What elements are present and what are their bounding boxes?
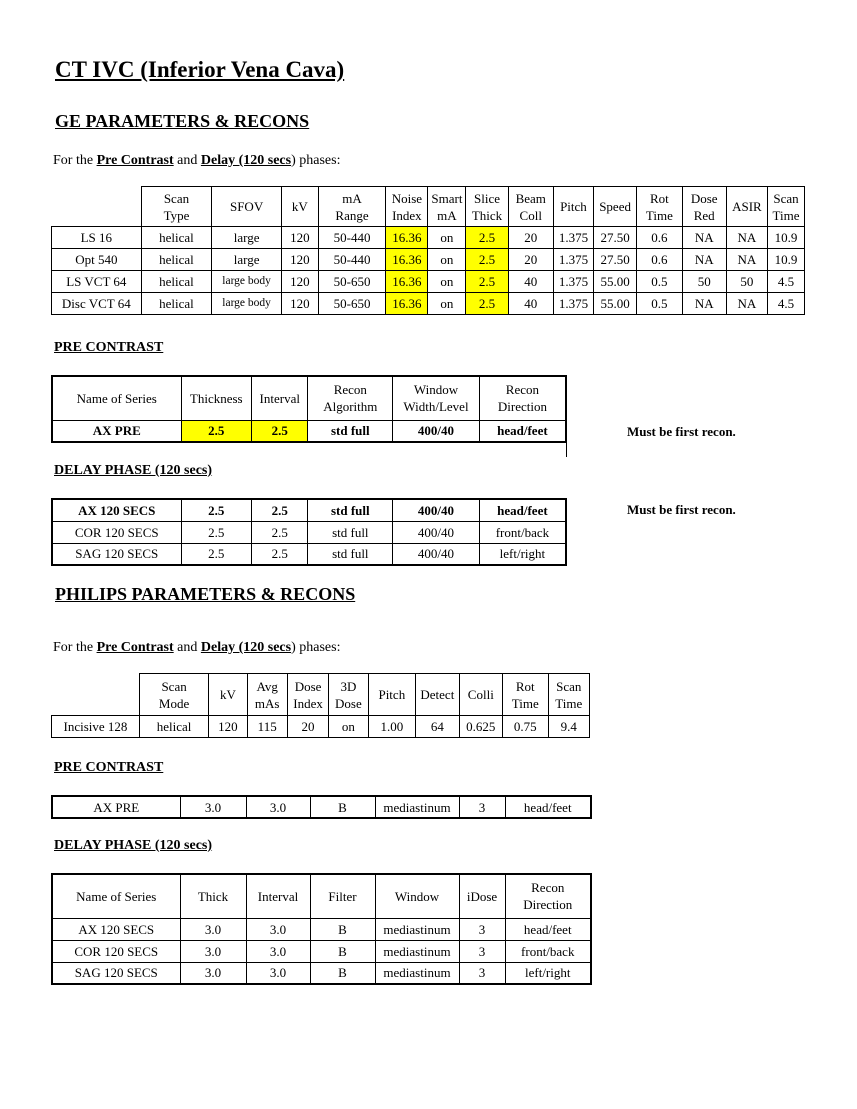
table-cell: B [310,918,375,940]
philips-params-header-cell: Scan Time [548,674,589,716]
interval-cell: 2.5 [252,420,308,442]
series-name-cell: AX 120 SECS [52,499,181,521]
philips-pre-contrast-heading: PRE CONTRAST [54,760,164,775]
table-cell: 3 [459,940,505,962]
table-row [52,796,591,818]
table-cell: 4.5 [767,271,804,293]
ge-recon-header-row [52,376,566,420]
table-row [52,962,591,984]
table-cell: mediastinum [375,962,459,984]
table-cell: 10.9 [767,227,804,249]
table-cell: 50 [682,271,726,293]
table-cell: 10.9 [767,249,804,271]
table-cell: 3.0 [180,796,246,818]
page-title: CT IVC (Inferior Vena Cava) [55,57,345,82]
table-row [52,716,590,738]
table-cell: 3 [459,962,505,984]
table-cell: 3.0 [246,918,310,940]
table-cell: 40 [508,271,553,293]
table-row [52,543,566,565]
table-cell: 1.375 [553,293,593,315]
philips-delay-header-cell: Window [375,874,459,918]
philips-params-header-cell: Rot Time [503,674,549,716]
philips-heading: PHILIPS PARAMETERS & RECONS [55,584,356,604]
table-cell: mediastinum [375,918,459,940]
table-cell: B [310,962,375,984]
table-cell: std full [308,543,393,565]
table-cell: 64 [416,716,459,738]
table-cell: 50-650 [318,293,385,315]
ge-recon-header-cell: Window Width/Level [393,376,480,420]
ge-params-header-row [52,187,805,227]
series-name-cell: SAG 120 SECS [52,962,180,984]
table-cell: 3 [459,796,505,818]
ge-recon-header-cell: Recon Algorithm [308,376,393,420]
philips-params-header-cell: Avg mAs [247,674,287,716]
table-cell: std full [308,420,393,442]
ge-recon-header-cell: Interval [252,376,308,420]
table-cell: 55.00 [593,271,636,293]
philips-params-header-cell: Dose Index [287,674,328,716]
table-cell: 120 [209,716,247,738]
ge-params-header-cell: Dose Red [682,187,726,227]
philips-delay-header-cell: Filter [310,874,375,918]
table-row [52,227,805,249]
philips-delay-header-cell: Interval [246,874,310,918]
table-cell: on [428,227,466,249]
table-cell: 3.0 [180,962,246,984]
scanner-name-cell: LS VCT 64 [52,271,142,293]
scanner-name-cell: LS 16 [52,227,142,249]
table-cell: 0.625 [459,716,502,738]
table-cell: 50-440 [318,249,385,271]
table-cell: 400/40 [393,420,480,442]
table-cell: large [212,227,282,249]
table-cell: 4.5 [767,293,804,315]
table-cell: 2.5 [252,521,308,543]
table-cell: 1.375 [553,271,593,293]
table-cell: helical [141,293,212,315]
series-name-cell: COR 120 SECS [52,521,181,543]
ge-recon-header-cell: Name of Series [52,376,181,420]
table-cell: 3.0 [246,796,310,818]
table-cell: 120 [281,293,318,315]
table-cell: helical [141,227,212,249]
table-cell: NA [726,293,767,315]
table-cell: helical [141,249,212,271]
ge-params-header-cell: Smart mA [428,187,466,227]
ge-delay-note: Must be first recon. [627,502,736,517]
noise-index-cell: 16.36 [386,249,428,271]
table-cell: std full [308,521,393,543]
ge-recon-header-cell: Thickness [181,376,252,420]
philips-delay-header-row [52,874,591,918]
table-edge-line [566,443,567,457]
table-cell: large [212,249,282,271]
table-cell: NA [682,293,726,315]
table-cell: 120 [281,227,318,249]
ge-recon-header-cell: Recon Direction [479,376,566,420]
series-name-cell: AX PRE [52,796,180,818]
ge-heading: GE PARAMETERS & RECONS [55,111,310,131]
table-cell: 3 [459,918,505,940]
philips-delay-header-cell: Recon Direction [505,874,591,918]
slice-thick-cell: 2.5 [466,249,508,271]
table-cell: on [428,271,466,293]
ge-params-header-cell: kV [281,187,318,227]
table-cell: head/feet [479,499,566,521]
table-cell: helical [139,716,208,738]
ge-intro: For the Pre Contrast and Delay (120 secs) phases: [53,153,341,168]
table-cell: large body [212,271,282,293]
table-cell: on [428,249,466,271]
noise-index-cell: 16.36 [386,271,428,293]
table-cell: on [329,716,368,738]
table-row [52,918,591,940]
philips-params-header-cell: kV [209,674,247,716]
table-cell: 3.0 [180,940,246,962]
table-cell: 27.50 [593,249,636,271]
series-name-cell: SAG 120 SECS [52,543,181,565]
ge-params-header-cell: Scan Time [767,187,804,227]
table-cell: std full [308,499,393,521]
table-cell: 400/40 [393,521,480,543]
table-cell: 1.375 [553,227,593,249]
slice-thick-cell: 2.5 [466,293,508,315]
table-cell: 50-440 [318,227,385,249]
table-cell: left/right [505,962,591,984]
ge-params-header-cell: Scan Type [141,187,212,227]
ge-params-header-cell: ASIR [726,187,767,227]
table-cell: head/feet [505,796,591,818]
table-cell: large body [212,293,282,315]
table-cell: 115 [247,716,287,738]
table-row [52,940,591,962]
noise-index-cell: 16.36 [386,293,428,315]
slice-thick-cell: 2.5 [466,227,508,249]
table-cell: B [310,796,375,818]
table-cell: 0.75 [503,716,549,738]
table-cell: 50-650 [318,271,385,293]
table-cell: 20 [508,249,553,271]
table-cell: 2.5 [181,499,252,521]
table-cell: 20 [287,716,328,738]
table-cell: helical [141,271,212,293]
philips-intro: For the Pre Contrast and Delay (120 secs) phases: [53,640,341,655]
ge-pre-contrast-table [51,375,567,443]
table-cell: front/back [505,940,591,962]
table-cell: 55.00 [593,293,636,315]
scanner-name-cell: Opt 540 [52,249,142,271]
table-cell: 50 [726,271,767,293]
ge-params-header-cell: Slice Thick [466,187,508,227]
table-cell: on [428,293,466,315]
table-row [52,521,566,543]
slice-thick-cell: 2.5 [466,271,508,293]
table-cell: B [310,940,375,962]
table-cell: 3.0 [246,940,310,962]
table-cell: 2.5 [252,543,308,565]
series-name-cell: AX PRE [52,420,181,442]
ge-params-header-blank [52,187,142,227]
table-cell: head/feet [505,918,591,940]
table-cell: NA [726,227,767,249]
table-cell: front/back [479,521,566,543]
philips-params-header-blank [52,674,140,716]
thickness-cell: 2.5 [181,420,252,442]
series-name-cell: COR 120 SECS [52,940,180,962]
philips-params-header-cell: Pitch [368,674,416,716]
table-row [52,293,805,315]
ge-pre-contrast-note: Must be first recon. [627,424,736,439]
table-cell: 0.5 [637,293,682,315]
series-name-cell: AX 120 SECS [52,918,180,940]
table-cell: 120 [281,271,318,293]
table-cell: 400/40 [393,499,480,521]
ge-params-header-cell: SFOV [212,187,282,227]
table-row [52,420,566,442]
table-cell: 0.6 [637,227,682,249]
philips-params-header-cell: 3D Dose [329,674,368,716]
table-cell: 20 [508,227,553,249]
philips-params-header-row [52,674,590,716]
ge-delay-table [51,498,567,566]
ge-delay-heading: DELAY PHASE (120 secs) [54,463,213,478]
table-cell: 400/40 [393,543,480,565]
table-cell: mediastinum [375,796,459,818]
ge-pre-contrast-heading: PRE CONTRAST [54,340,164,355]
table-cell: 0.5 [637,271,682,293]
table-cell: left/right [479,543,566,565]
table-cell: 1.375 [553,249,593,271]
table-cell: NA [682,227,726,249]
ge-params-header-cell: Rot Time [637,187,682,227]
philips-params-header-cell: Colli [459,674,502,716]
table-cell: 2.5 [181,543,252,565]
table-cell: 120 [281,249,318,271]
table-row [52,499,566,521]
philips-params-table [51,673,590,738]
table-cell: NA [682,249,726,271]
table-cell: 9.4 [548,716,589,738]
table-cell: 40 [508,293,553,315]
ge-params-table [51,186,805,315]
scanner-name-cell: Disc VCT 64 [52,293,142,315]
table-cell: head/feet [479,420,566,442]
table-cell: 27.50 [593,227,636,249]
ge-params-header-cell: Pitch [553,187,593,227]
philips-delay-heading: DELAY PHASE (120 secs) [54,838,213,853]
philips-params-header-cell: Detect [416,674,459,716]
table-cell: mediastinum [375,940,459,962]
table-row [52,271,805,293]
noise-index-cell: 16.36 [386,227,428,249]
table-cell: NA [726,249,767,271]
scanner-name-cell: Incisive 128 [52,716,140,738]
ge-params-header-cell: Speed [593,187,636,227]
philips-params-header-cell: Scan Mode [139,674,208,716]
ge-params-header-cell: mA Range [318,187,385,227]
table-cell: 2.5 [252,499,308,521]
table-cell: 3.0 [180,918,246,940]
table-row [52,249,805,271]
philips-delay-header-cell: Name of Series [52,874,180,918]
philips-delay-header-cell: iDose [459,874,505,918]
table-cell: 2.5 [181,521,252,543]
ge-params-header-cell: Beam Coll [508,187,553,227]
philips-delay-table [51,873,592,985]
table-cell: 3.0 [246,962,310,984]
philips-pre-contrast-table [51,795,592,819]
table-cell: 0.6 [637,249,682,271]
ge-params-header-cell: Noise Index [386,187,428,227]
philips-delay-header-cell: Thick [180,874,246,918]
table-cell: 1.00 [368,716,416,738]
